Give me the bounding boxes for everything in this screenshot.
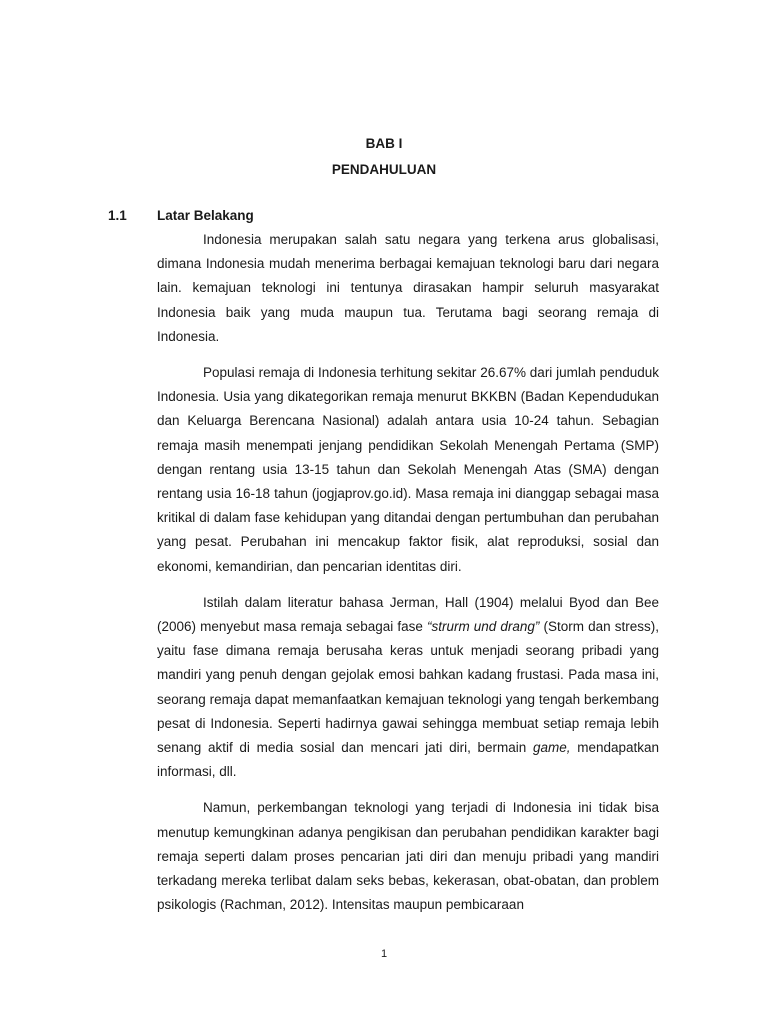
- paragraph-3-part-e: mendapatkan informasi, dll.: [157, 740, 660, 780]
- paragraph-3-italic-term: “strurm und drang”: [426, 619, 540, 635]
- body-text: [157, 228, 659, 929]
- paragraph-3-italic-game: game,: [532, 740, 571, 756]
- section-title: Latar Belakang: [157, 208, 254, 223]
- chapter-label: BAB I: [365, 136, 403, 151]
- chapter-title: PENDAHULUAN: [331, 162, 437, 177]
- page-number: 1: [380, 948, 388, 960]
- paragraph-4: Namun, perkembangan teknologi yang terjadi di Indonesia ini tidak bisa menutup kemungkinan adanya pengikisan dan perubahan pendidikan karakter bagi remaja seperti dalam proses pencarian jati diri dan menuju pribadi yang mandiri terkadang mereka terlibat dalam seks bebas, kekerasan, obat-obatan, dan problem psikologis (Rachman, 2012). Intensitas maupun pembicaraan: [157, 800, 659, 913]
- paragraph-3-part-c: (Storm dan stress), yaitu fase dimana remaja berusaha keras untuk menjadi seorang pribadi yang mandiri yang penuh dengan gejolak emosi bahkan kadang frustasi. Pada masa ini, seorang remaja dapat memanfaatkan kemajuan teknologi yang tengah berkembang pesat di Indonesia. Seperti hadirnya gawai sehingga membuat setiap remaja lebih senang aktif di media sosial dan mencari jati diri, bermain: [157, 619, 659, 756]
- section-number: 1.1: [108, 208, 127, 223]
- paragraph-2: Populasi remaja di Indonesia terhitung sekitar 26.67% dari jumlah penduduk Indonesia. Usia yang dikategorikan remaja menurut BKKBN (Badan Kependudukan dan Keluarga Berencana Nasional) adalah antara usia 10-24 tahun. Sebagian remaja masih menempati jenjang pendidikan Sekolah Menengah Pertama (SMP) dengan rentang usia 13-15 tahun dan Sekolah Menengah Atas (SMA) dengan rentang usia 16-18 tahun (jogjaprov.go.id). Masa remaja ini dianggap sebagai masa kritikal di dalam fase kehidupan yang ditandai dengan pertumbuhan dan perubahan yang pesat. Perubahan ini mencakup faktor fisik, alat reproduksi, sosial dan ekonomi, kemandirian, dan pencarian identitas diri.: [157, 365, 659, 574]
- paragraph-3: [157, 591, 659, 785]
- paragraph-1: Indonesia merupakan salah satu negara yang terkena arus globalisasi, dimana Indonesia mudah menerima berbagai kemajuan teknologi baru dari negara lain. kemajuan teknologi ini tentunya dirasakan hampir seluruh masyarakat Indonesia baik yang muda maupun tua. Terutama bagi seorang remaja di Indonesia.: [157, 232, 659, 344]
- paragraph-3-part-a: Istilah dalam literatur bahasa Jerman, Hall (1904) melalui Byod dan Bee (2006) menyebut masa remaja sebagai fase: [157, 594, 659, 635]
